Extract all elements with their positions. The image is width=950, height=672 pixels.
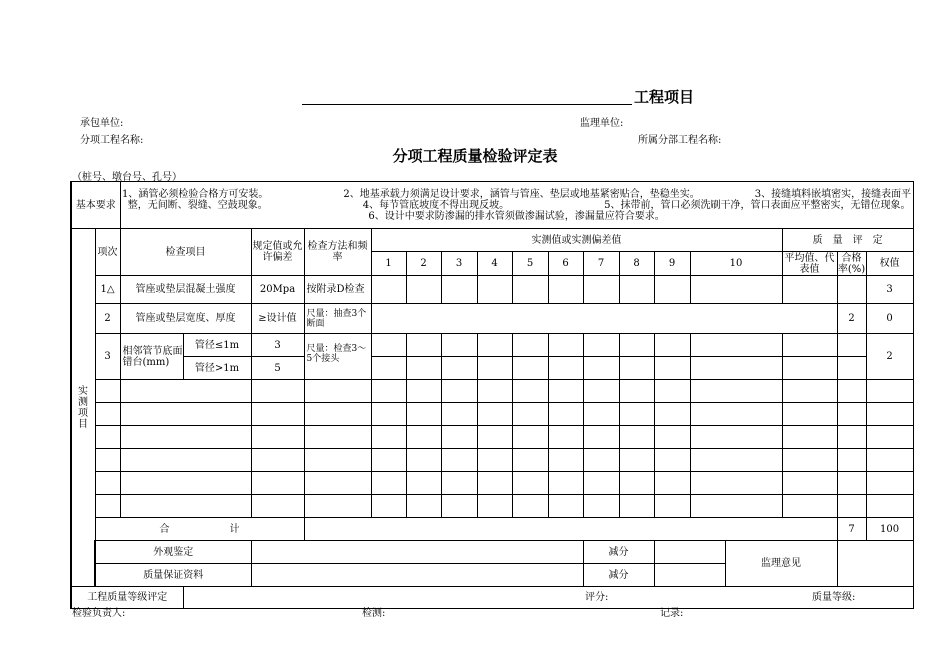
empty-cell[interactable] [782, 472, 837, 495]
empty-cell[interactable] [548, 380, 583, 403]
col-weight: 权值 [866, 252, 913, 276]
empty-cell[interactable] [619, 472, 654, 495]
appearance-value[interactable] [251, 541, 583, 564]
table-row [71, 357, 913, 380]
empty-cell[interactable] [406, 472, 441, 495]
empty-cell[interactable] [690, 495, 782, 518]
appearance-row [71, 541, 913, 564]
empty-cell[interactable] [866, 495, 913, 518]
empty-cell[interactable] [95, 380, 120, 403]
empty-cell[interactable] [583, 449, 619, 472]
empty-cell[interactable] [866, 449, 913, 472]
grade-row [71, 587, 913, 609]
empty-cell[interactable] [477, 495, 512, 518]
row3a-m5[interactable] [512, 334, 548, 357]
measure-col-5: 5 [512, 252, 548, 276]
row3b-pass[interactable] [837, 357, 866, 380]
empty-cell[interactable] [371, 426, 406, 449]
row1-m8[interactable] [619, 276, 654, 304]
test-label: 检测: [362, 608, 386, 619]
row1-m7[interactable] [583, 276, 619, 304]
empty-cell[interactable] [690, 380, 782, 403]
row3-weight: 2 [866, 334, 913, 380]
empty-cell[interactable] [95, 449, 120, 472]
row1-m2[interactable] [406, 276, 441, 304]
contractor-label: 承包单位: [80, 118, 124, 129]
col-check-item: 检查项目 [120, 229, 251, 276]
empty-cell[interactable] [95, 403, 120, 426]
empty-cell[interactable] [548, 472, 583, 495]
empty-cell[interactable] [371, 472, 406, 495]
empty-cell[interactable] [866, 426, 913, 449]
row3a-m4[interactable] [477, 334, 512, 357]
empty-cell[interactable] [441, 495, 477, 518]
empty-cell[interactable] [120, 449, 251, 472]
row3a-m3[interactable] [441, 334, 477, 357]
empty-cell[interactable] [619, 403, 654, 426]
empty-cell[interactable] [548, 449, 583, 472]
empty-cell[interactable] [512, 495, 548, 518]
deduct-value-1[interactable] [654, 541, 725, 564]
empty-cell[interactable] [371, 449, 406, 472]
empty-cell[interactable] [583, 495, 619, 518]
row3b-m10[interactable] [690, 357, 782, 380]
row1-spec: 20Mpa [251, 276, 304, 304]
empty-cell[interactable] [837, 495, 866, 518]
empty-cell[interactable] [548, 403, 583, 426]
empty-cell[interactable] [512, 403, 548, 426]
empty-cell[interactable] [782, 495, 837, 518]
empty-cell[interactable] [371, 403, 406, 426]
row1-m5[interactable] [512, 276, 548, 304]
row1-method: 按附录D检查 [304, 276, 371, 304]
row1-no: 1△ [95, 276, 120, 304]
empty-cell[interactable] [512, 426, 548, 449]
measure-col-4: 4 [477, 252, 512, 276]
empty-cell[interactable] [583, 403, 619, 426]
empty-cell[interactable] [304, 495, 371, 518]
empty-cell[interactable] [654, 495, 690, 518]
main-title: 分项工程质量检验评定表 [392, 147, 558, 165]
empty-cell[interactable] [441, 472, 477, 495]
empty-cell[interactable] [690, 426, 782, 449]
table-row [71, 276, 913, 304]
qa-value[interactable] [251, 564, 583, 587]
row1-m4[interactable] [477, 276, 512, 304]
row2-item: 管座或垫层宽度、厚度 [120, 304, 251, 334]
project-title: 工程项目 [634, 88, 695, 106]
pile-note: （桩号、墩台号、孔号） [72, 172, 182, 183]
inspection-table [70, 181, 914, 609]
empty-cell[interactable] [95, 472, 120, 495]
empty-cell[interactable] [837, 426, 866, 449]
empty-cell[interactable] [782, 449, 837, 472]
score-label: 评分: [583, 587, 654, 609]
empty-cell[interactable] [690, 403, 782, 426]
empty-cell[interactable] [512, 380, 548, 403]
measured-items-label [71, 229, 95, 587]
empty-cell[interactable] [441, 449, 477, 472]
empty-cell[interactable] [477, 403, 512, 426]
empty-cell[interactable] [304, 449, 371, 472]
row2-method: 尺量：抽查3个断面 [304, 304, 371, 334]
supervisor-label: 监理单位: [580, 118, 624, 129]
empty-cell[interactable] [304, 403, 371, 426]
row1-item: 管座或垫层混凝土强度 [120, 276, 251, 304]
table-row [71, 403, 913, 426]
empty-cell[interactable] [251, 472, 304, 495]
row2-weight: 2 [837, 304, 866, 334]
row1-avg[interactable] [782, 276, 837, 304]
deduct-label-1: 减分 [583, 541, 654, 564]
row3b-m4[interactable] [477, 357, 512, 380]
row3-method: 尺量：检查3～5个接头 [304, 334, 371, 380]
table-row [71, 472, 913, 495]
row2-measured[interactable] [371, 304, 837, 334]
measured-items-text: 实测项目 [78, 385, 88, 430]
sub-project-label: 分项工程名称: [80, 135, 144, 146]
empty-cell[interactable] [406, 426, 441, 449]
empty-cell[interactable] [477, 449, 512, 472]
row3a-m10[interactable] [690, 334, 782, 357]
empty-cell[interactable] [512, 472, 548, 495]
empty-cell[interactable] [251, 449, 304, 472]
row1-weight: 3 [866, 276, 913, 304]
measure-col-6: 6 [548, 252, 583, 276]
col-spec: 规定值或允许偏差 [251, 229, 304, 276]
empty-cell[interactable] [251, 495, 304, 518]
empty-cell[interactable] [477, 472, 512, 495]
empty-cell[interactable] [120, 495, 251, 518]
row1-pass[interactable] [837, 276, 866, 304]
total-label: 合 计 [95, 518, 304, 541]
basic-requirements-text: 1、涵管必须检验合格方可安装。 2、地基承载力须满足设计要求，涵管与管座、垫层或地基紧密贴合，垫稳坐实。 3、接缝填料嵌填密实，接缝表面平整，无间断、裂缝、空鼓现象。 4、每节管底坡度不得出现反坡。 5、抹带前，管口必须洗刷干净，管口表面应平整密实，无错位现象。 6、设计中要求防渗漏的排水管须做渗漏试验，渗漏量应符合要求。 [120, 182, 913, 229]
empty-cell[interactable] [837, 380, 866, 403]
empty-cell[interactable] [866, 380, 913, 403]
row1-m6[interactable] [548, 276, 583, 304]
total-row [71, 518, 913, 541]
empty-cell[interactable] [120, 403, 251, 426]
inspector-label: 检验负责人: [72, 608, 126, 619]
row3b-m6[interactable] [548, 357, 583, 380]
empty-cell[interactable] [251, 426, 304, 449]
empty-cell[interactable] [654, 380, 690, 403]
empty-cell[interactable] [441, 403, 477, 426]
table-row [71, 426, 913, 449]
empty-cell[interactable] [406, 403, 441, 426]
row3b-m7[interactable] [583, 357, 619, 380]
quality-grade-label: 质量等级: [782, 587, 913, 609]
appearance-label: 外观鉴定 [95, 541, 251, 564]
empty-cell[interactable] [654, 426, 690, 449]
table-row [71, 495, 913, 518]
row3a-m7[interactable] [583, 334, 619, 357]
row3-spec1: 3 [251, 334, 304, 357]
empty-cell[interactable] [619, 426, 654, 449]
empty-cell[interactable] [837, 449, 866, 472]
empty-cell[interactable] [441, 380, 477, 403]
empty-cell[interactable] [441, 426, 477, 449]
empty-cell[interactable] [120, 472, 251, 495]
measure-col-2: 2 [406, 252, 441, 276]
empty-cell[interactable] [583, 380, 619, 403]
col-pass-rate: 合格率(%) [837, 252, 866, 275]
empty-cell[interactable] [548, 495, 583, 518]
empty-cell[interactable] [477, 426, 512, 449]
measure-col-7: 7 [583, 252, 619, 276]
row3-no: 3 [95, 334, 120, 380]
row3b-m9[interactable] [654, 357, 690, 380]
empty-cell[interactable] [120, 380, 251, 403]
row3b-m8[interactable] [619, 357, 654, 380]
col-method: 检查方法和频率 [304, 229, 371, 276]
empty-cell[interactable] [782, 426, 837, 449]
col-quality: 质 量 评 定 [782, 229, 913, 252]
empty-cell[interactable] [654, 449, 690, 472]
table-row [71, 334, 913, 357]
row3-sub2: 管径>1m [183, 357, 251, 380]
row1-m1[interactable] [371, 276, 406, 304]
empty-cell[interactable] [371, 380, 406, 403]
empty-cell[interactable] [477, 380, 512, 403]
measure-col-8: 8 [619, 252, 654, 276]
row3-spec2: 5 [251, 357, 304, 380]
row3-item: 相邻管节底面错台(mm) [120, 334, 183, 380]
empty-cell[interactable] [837, 403, 866, 426]
col-item-no: 项次 [95, 229, 120, 276]
division-label: 所属分部工程名称: [638, 135, 722, 146]
empty-cell[interactable] [406, 380, 441, 403]
record-label: 记录: [660, 608, 684, 619]
empty-cell[interactable] [782, 380, 837, 403]
row1-m10[interactable] [690, 276, 782, 304]
empty-cell[interactable] [548, 426, 583, 449]
supervisor-opinion-value[interactable] [837, 541, 913, 587]
total-weight: 7 [837, 518, 866, 541]
basic-requirements-label: 基本要求 [71, 182, 120, 229]
empty-cell[interactable] [304, 380, 371, 403]
empty-cell[interactable] [619, 495, 654, 518]
project-name-line[interactable] [302, 103, 632, 105]
empty-cell[interactable] [512, 449, 548, 472]
measure-col-3: 3 [441, 252, 477, 276]
row3-sub1: 管径≤1m [183, 334, 251, 357]
deduct-value-2[interactable] [654, 564, 725, 587]
row3b-m1[interactable] [371, 357, 406, 380]
table-row [71, 380, 913, 403]
row2-spec: ≥设计值 [251, 304, 304, 334]
empty-cell[interactable] [782, 403, 837, 426]
grade-label: 工程质量等级评定 [71, 587, 183, 609]
empty-cell[interactable] [304, 426, 371, 449]
row3a-m2[interactable] [406, 334, 441, 357]
row3a-m6[interactable] [548, 334, 583, 357]
empty-cell[interactable] [837, 472, 866, 495]
empty-cell[interactable] [406, 449, 441, 472]
table-row [71, 304, 913, 334]
empty-cell[interactable] [304, 472, 371, 495]
empty-cell[interactable] [583, 472, 619, 495]
empty-cell[interactable] [95, 495, 120, 518]
deduct-label-2: 减分 [583, 564, 654, 587]
row3b-m2[interactable] [406, 357, 441, 380]
row2-no: 2 [95, 304, 120, 334]
empty-cell[interactable] [120, 426, 251, 449]
total-score: 100 [866, 518, 913, 541]
supervisor-opinion-label: 监理意见 [725, 541, 837, 587]
empty-cell[interactable] [95, 426, 120, 449]
row1-m9[interactable] [654, 276, 690, 304]
empty-cell[interactable] [866, 403, 913, 426]
empty-cell[interactable] [866, 472, 913, 495]
empty-cell[interactable] [251, 403, 304, 426]
empty-cell[interactable] [619, 449, 654, 472]
col-avg: 平均值、代表值 [782, 252, 837, 276]
empty-cell[interactable] [690, 449, 782, 472]
empty-cell[interactable] [690, 472, 782, 495]
row3b-m5[interactable] [512, 357, 548, 380]
empty-cell[interactable] [371, 495, 406, 518]
empty-cell[interactable] [654, 472, 690, 495]
row3b-avg[interactable] [782, 357, 837, 380]
col-measured: 实测值或实测偏差值 [371, 229, 782, 252]
measure-col-9: 9 [654, 252, 690, 276]
row3b-m3[interactable] [441, 357, 477, 380]
row3a-pass[interactable] [837, 334, 866, 357]
row2-score: 0 [866, 304, 913, 334]
empty-cell[interactable] [406, 495, 441, 518]
measure-col-10: 10 [690, 252, 782, 276]
row3a-avg[interactable] [782, 334, 837, 357]
row3a-m9[interactable] [654, 334, 690, 357]
measure-col-1: 1 [371, 252, 406, 276]
empty-cell[interactable] [654, 403, 690, 426]
row3a-m8[interactable] [619, 334, 654, 357]
total-empty [304, 518, 837, 541]
empty-cell[interactable] [583, 426, 619, 449]
row3a-m1[interactable] [371, 334, 406, 357]
empty-cell[interactable] [251, 380, 304, 403]
row1-m3[interactable] [441, 276, 477, 304]
table-row [71, 449, 913, 472]
empty-cell[interactable] [619, 380, 654, 403]
qa-label: 质量保证资料 [95, 564, 251, 587]
